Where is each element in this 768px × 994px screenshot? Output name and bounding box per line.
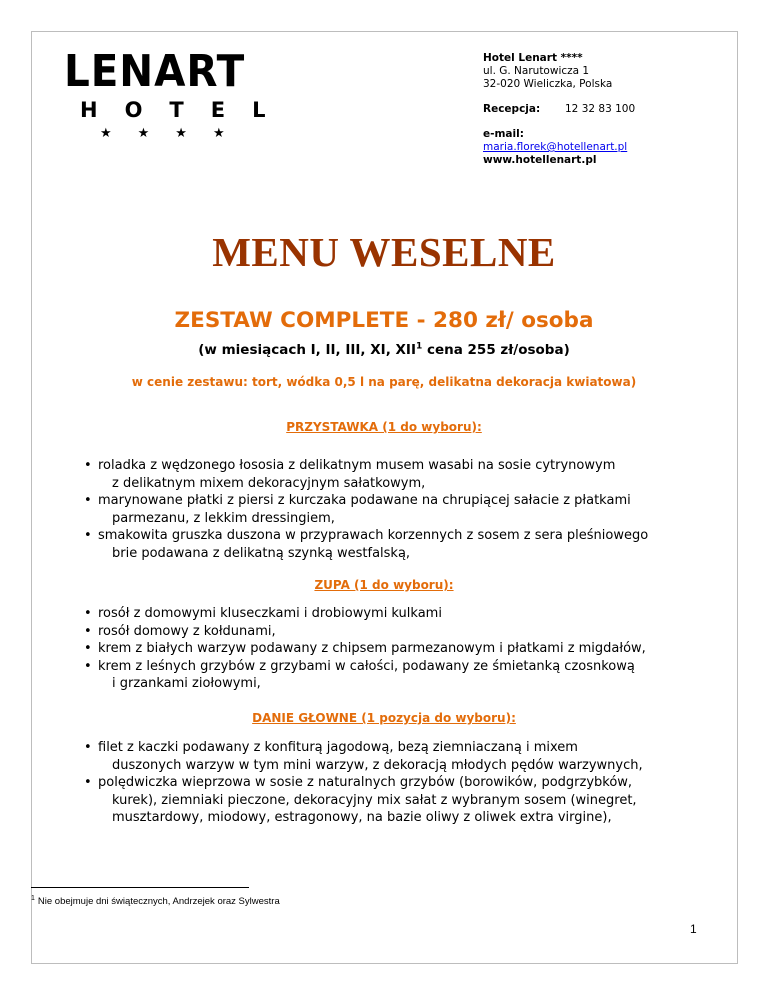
footnote-separator xyxy=(31,887,249,888)
section-heading-soup: ZUPA (1 do wyboru): xyxy=(314,578,454,592)
reception-label: Recepcja: xyxy=(483,103,541,115)
footnote-ref: 1 xyxy=(415,341,423,352)
list-item: • krem z białych warzyw podawany z chipsem parmezanowym i płatkami z migdałów, xyxy=(84,641,646,656)
list-item: • rosół domowy z kołdunami, xyxy=(84,623,276,639)
main-list xyxy=(84,739,724,827)
email-link[interactable]: maria.florek@hotellenart.pl xyxy=(483,141,628,153)
logo-wordmark: LENART xyxy=(64,46,246,97)
list-item: • polędwiczka wieprzowa w sosie z naturalnych grzybów (borowików, podgrzybków, kurek), ziemniaki pieczone, dekoracyjny mix sałat z wybranym sosem (winegret, musztardowy, miodowy, estragonowy, na bazie oliwy z oliwek extra virgine), xyxy=(84,775,637,825)
hotel-name: Hotel Lenart **** xyxy=(483,52,583,64)
list-item: • marynowane płatki z piersi z kurczaka podawane na chrupiącej sałacie z płatkami parmezanu, z lekkim dressingiem, xyxy=(84,493,631,526)
section-heading-main: DANIE GŁOWNE (1 pozycja do wyboru): xyxy=(252,711,516,725)
email-label: e-mail: xyxy=(483,128,524,140)
list-item: • krem z leśnych grzybów z grzybami w całości, podawany ze śmietanką czosnkową i grzankami ziołowymi, xyxy=(84,658,635,691)
section-heading-starter: PRZYSTAWKA (1 do wyboru): xyxy=(286,420,482,434)
soup-list xyxy=(84,605,724,693)
list-item: • roladka z wędzonego łososia z delikatnym musem wasabi na sosie cytrynowym z delikatnym mixem dekoracyjnym sałatkowym, xyxy=(84,458,616,491)
reception-phone: 12 32 83 100 xyxy=(565,103,636,115)
website: www.hotellenart.pl xyxy=(483,154,597,166)
logo-hotel-text: HOTEL xyxy=(80,98,293,122)
set-subtitle: (w miesiącach I, II, III, XI, XII$^1$ cena 255 zł/osoba) xyxy=(198,341,570,358)
contact-block xyxy=(483,52,635,167)
hotel-street: ul. G. Narutowicza 1 xyxy=(483,65,590,77)
reception-row xyxy=(483,103,635,116)
hotel-city: 32-020 Wieliczka, Polska xyxy=(483,78,613,90)
set-includes: w cenie zestawu: tort, wódka 0,5 l na parę, delikatna dekoracja kwiatowa) xyxy=(131,375,637,389)
hotel-logo xyxy=(64,46,293,146)
footnote-mark: 1 xyxy=(31,894,35,902)
footnote xyxy=(31,896,280,907)
page-number: 1 xyxy=(690,922,697,936)
footnote-text: Nie obejmuje dni świątecznych, Andrzejek oraz Sylwestra xyxy=(37,896,280,907)
page-title: MENU WESELNE xyxy=(212,229,556,275)
list-item: • filet z kaczki podawany z konfiturą jagodową, bezą ziemniaczaną i mixem duszonych warzyw w tym mini warzyw, z dekoracją młodych pędów warzywnych, xyxy=(84,740,643,773)
logo-stars: ★★★★ xyxy=(100,126,251,141)
set-title: ZESTAW COMPLETE - 280 zł/ osoba xyxy=(174,308,594,333)
list-item: • rosół z domowymi kluseczkami i drobiowymi kulkami xyxy=(84,606,442,621)
list-item: • smakowita gruszka duszona w przyprawach korzennych z sosem z sera pleśniowego brie podawana z delikatną szynką westfalską, xyxy=(84,528,649,561)
starter-list xyxy=(84,457,724,562)
